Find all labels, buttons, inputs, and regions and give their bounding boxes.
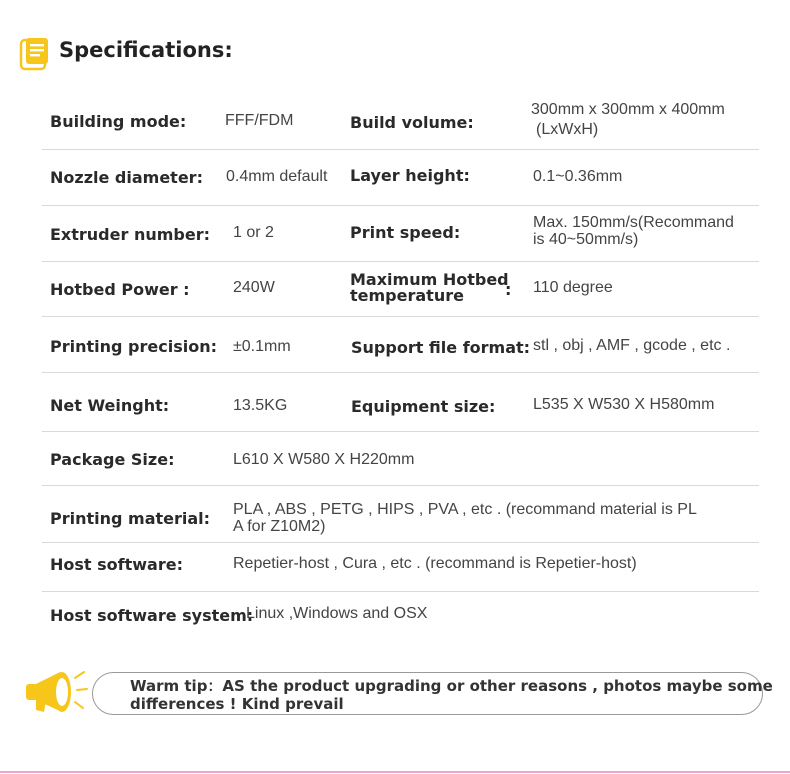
printing-material-value-line1: PLA , ABS , PETG , HIPS , PVA , etc . (recommand material is PL — [233, 501, 697, 518]
warm-tip-line1: Warm tip：AS the product upgrading or other reasons , photos maybe some — [130, 677, 773, 695]
package-size-label: Package Size: — [50, 450, 175, 469]
row-divider — [42, 542, 759, 543]
nozzle-diameter-label: Nozzle diameter: — [50, 168, 203, 187]
warm-tip-line2: differences ! Kind prevail — [130, 695, 344, 713]
layer-height-label: Layer height: — [350, 166, 470, 185]
printing-material-label: Printing material: — [50, 509, 211, 528]
max-hotbed-temperature-label-line2: temperature — [350, 286, 464, 305]
host-software-system-value: Linux ,Windows and OSX — [246, 605, 428, 622]
document-icon — [19, 37, 51, 71]
support-file-format-label: Support file format: — [351, 338, 531, 357]
equipment-size-value: L535 X W530 X H580mm — [533, 396, 715, 413]
print-speed-label: Print speed: — [350, 223, 461, 242]
row-divider — [42, 261, 759, 262]
max-hotbed-temperature-label-line1: Maximum Hotbed — [350, 270, 509, 289]
layer-height-value: 0.1~0.36mm — [533, 168, 623, 185]
support-file-format-value: stl , obj , AMF , gcode , etc . — [533, 337, 731, 354]
extruder-number-value: 1 or 2 — [233, 224, 274, 241]
print-speed-value-line1: Max. 150mm/s(Recommand — [533, 214, 734, 231]
equipment-size-label: Equipment size: — [351, 397, 496, 416]
host-software-system-label: Host software system: — [50, 606, 254, 625]
row-divider — [42, 316, 759, 317]
hotbed-power-value: 240W — [233, 279, 275, 296]
extruder-number-label: Extruder number: — [50, 225, 210, 244]
build-volume-value-line2: (LxWxH) — [536, 121, 599, 138]
build-volume-label: Build volume: — [350, 113, 474, 132]
net-weight-value: 13.5KG — [233, 397, 288, 414]
printing-precision-label: Printing precision: — [50, 337, 217, 356]
printing-precision-value: ±0.1mm — [233, 338, 291, 355]
row-divider — [42, 591, 759, 592]
building-mode-label: Building mode: — [50, 112, 187, 131]
print-speed-value-line2: is 40~50mm/s) — [533, 231, 639, 248]
net-weight-label: Net Weinght: — [50, 396, 170, 415]
package-size-value: L610 X W580 X H220mm — [233, 451, 415, 468]
building-mode-value: FFF/FDM — [225, 112, 294, 129]
host-software-value: Repetier-host , Cura , etc . (recommand is Repetier-host) — [233, 555, 637, 572]
nozzle-diameter-value: 0.4mm default — [226, 168, 328, 185]
row-divider — [42, 485, 759, 486]
hotbed-power-label: Hotbed Power : — [50, 280, 190, 299]
host-software-label: Host software: — [50, 555, 183, 574]
max-hotbed-temperature-value: 110 degree — [533, 279, 613, 296]
megaphone-icon — [22, 668, 92, 718]
page-title: Specifications: — [59, 38, 233, 62]
max-hotbed-temperature-colon: : — [505, 280, 512, 299]
bottom-divider — [0, 771, 790, 773]
row-divider — [42, 372, 759, 373]
row-divider — [42, 205, 759, 206]
row-divider — [42, 149, 759, 150]
row-divider — [42, 431, 759, 432]
build-volume-value-line1: 300mm x 300mm x 400mm — [531, 101, 725, 118]
printing-material-value-line2: A for Z10M2) — [233, 518, 326, 535]
